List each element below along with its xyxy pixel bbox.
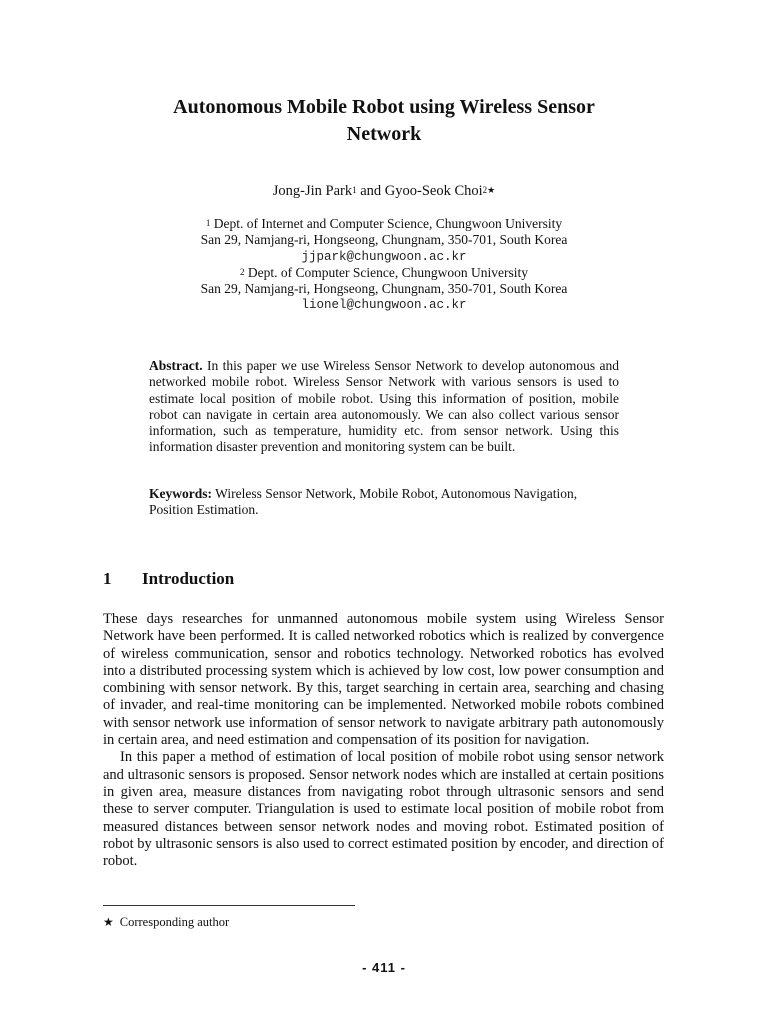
body-paragraph-2: In this paper a method of estimation of local position of mobile robot using sensor network and ultrasonic sensors is proposed. Sensor network nodes which are installed at certain positions in given area, measure distances from navigating robot through ultrasonic sensors and send these to server computer. Triangulation is used to estimate local position of mobile robot from measured distances between sensor network nodes and moving robot. Estimated position of robot by ultrasonic sensors is also used to correct estimated position by encoder, and direction of robot. [103, 749, 664, 870]
abstract-label: Abstract. [149, 358, 203, 373]
author-2: Gyoo-Seok Choi [384, 183, 483, 199]
affiliation-1-dept [0, 216, 768, 232]
footnote [103, 914, 229, 930]
affiliation-2-email: lionel@chungwoon.ac.kr [301, 298, 467, 313]
affiliation-1-address: San 29, Namjang-ri, Hongseong, Chungnam, 350-701, South Korea [200, 232, 568, 248]
abstract [149, 358, 619, 456]
introduction-body [103, 611, 664, 870]
section-title: Introduction [142, 569, 235, 588]
affiliation-1-email: jjpark@chungwoon.ac.kr [301, 249, 467, 264]
title-line-1: Autonomous Mobile Robot using Wireless Sensor [173, 96, 595, 118]
affiliation-2-address: San 29, Namjang-ri, Hongseong, Chungnam, 350-701, South Korea [200, 281, 568, 297]
section-number: 1 [103, 569, 112, 588]
author-2-affil-mark: 2★ [482, 185, 496, 195]
author-1-affil-mark: 1 [352, 185, 357, 195]
keywords [149, 486, 619, 519]
body-paragraph-1: These days researches for unmanned autonomous mobile system using Wireless Sensor Network have been performed. It is called networked robotics which is realized by convergence of wireless communication, sensor and robotics technology. Networked robotics has evolved into a distributed processing system which is achieved by low cost, low power consumption and combining with sensor network. By this, target searching in certain area, searching and chasing of invader, and real-time monitoring can be implemented. Networked mobile robots combined with sensor network use information of sensor network to navigate arbitrary path autonomously in certain area, and need estimation and compensation of its position for navigation. [103, 611, 664, 749]
page-number: - 411 - [362, 960, 406, 975]
star-icon: ★ [103, 915, 114, 929]
section-heading-introduction [103, 569, 234, 589]
affiliations [0, 216, 768, 314]
affiliation-2-dept-text: Dept. of Computer Science, Chungwoon University [244, 264, 528, 280]
paper-title [120, 94, 648, 148]
keywords-text: Wireless Sensor Network, Mobile Robot, Autonomous Navigation, Position Estimation. [149, 486, 578, 518]
footnote-rule [103, 905, 355, 906]
author-1: Jong-Jin Park [272, 183, 353, 199]
author-line [0, 182, 768, 200]
affiliation-2-dept [0, 265, 768, 281]
footnote-text: Corresponding author [119, 915, 230, 929]
keywords-label: Keywords: [149, 486, 212, 501]
title-line-2: Network [346, 123, 422, 145]
affiliation-1-mark: 1 [205, 218, 211, 228]
affiliation-1-dept-text: Dept. of Internet and Computer Science, Chungwoon University [210, 216, 563, 231]
abstract-text: In this paper we use Wireless Sensor Network to develop autonomous and networked mobile robot. Wireless Sensor Network with various sensors is used to estimate local position of mobile robot. Using this information of position, mobile robot can navigate in certain area autonomously. We can also collect various sensor information, such as temperature, humidity etc. from sensor network. Using this information disaster prevention and monitoring system can be built. [149, 358, 619, 455]
author-conjunction: and [356, 183, 385, 199]
affiliation-2-mark: 2 [240, 266, 245, 277]
